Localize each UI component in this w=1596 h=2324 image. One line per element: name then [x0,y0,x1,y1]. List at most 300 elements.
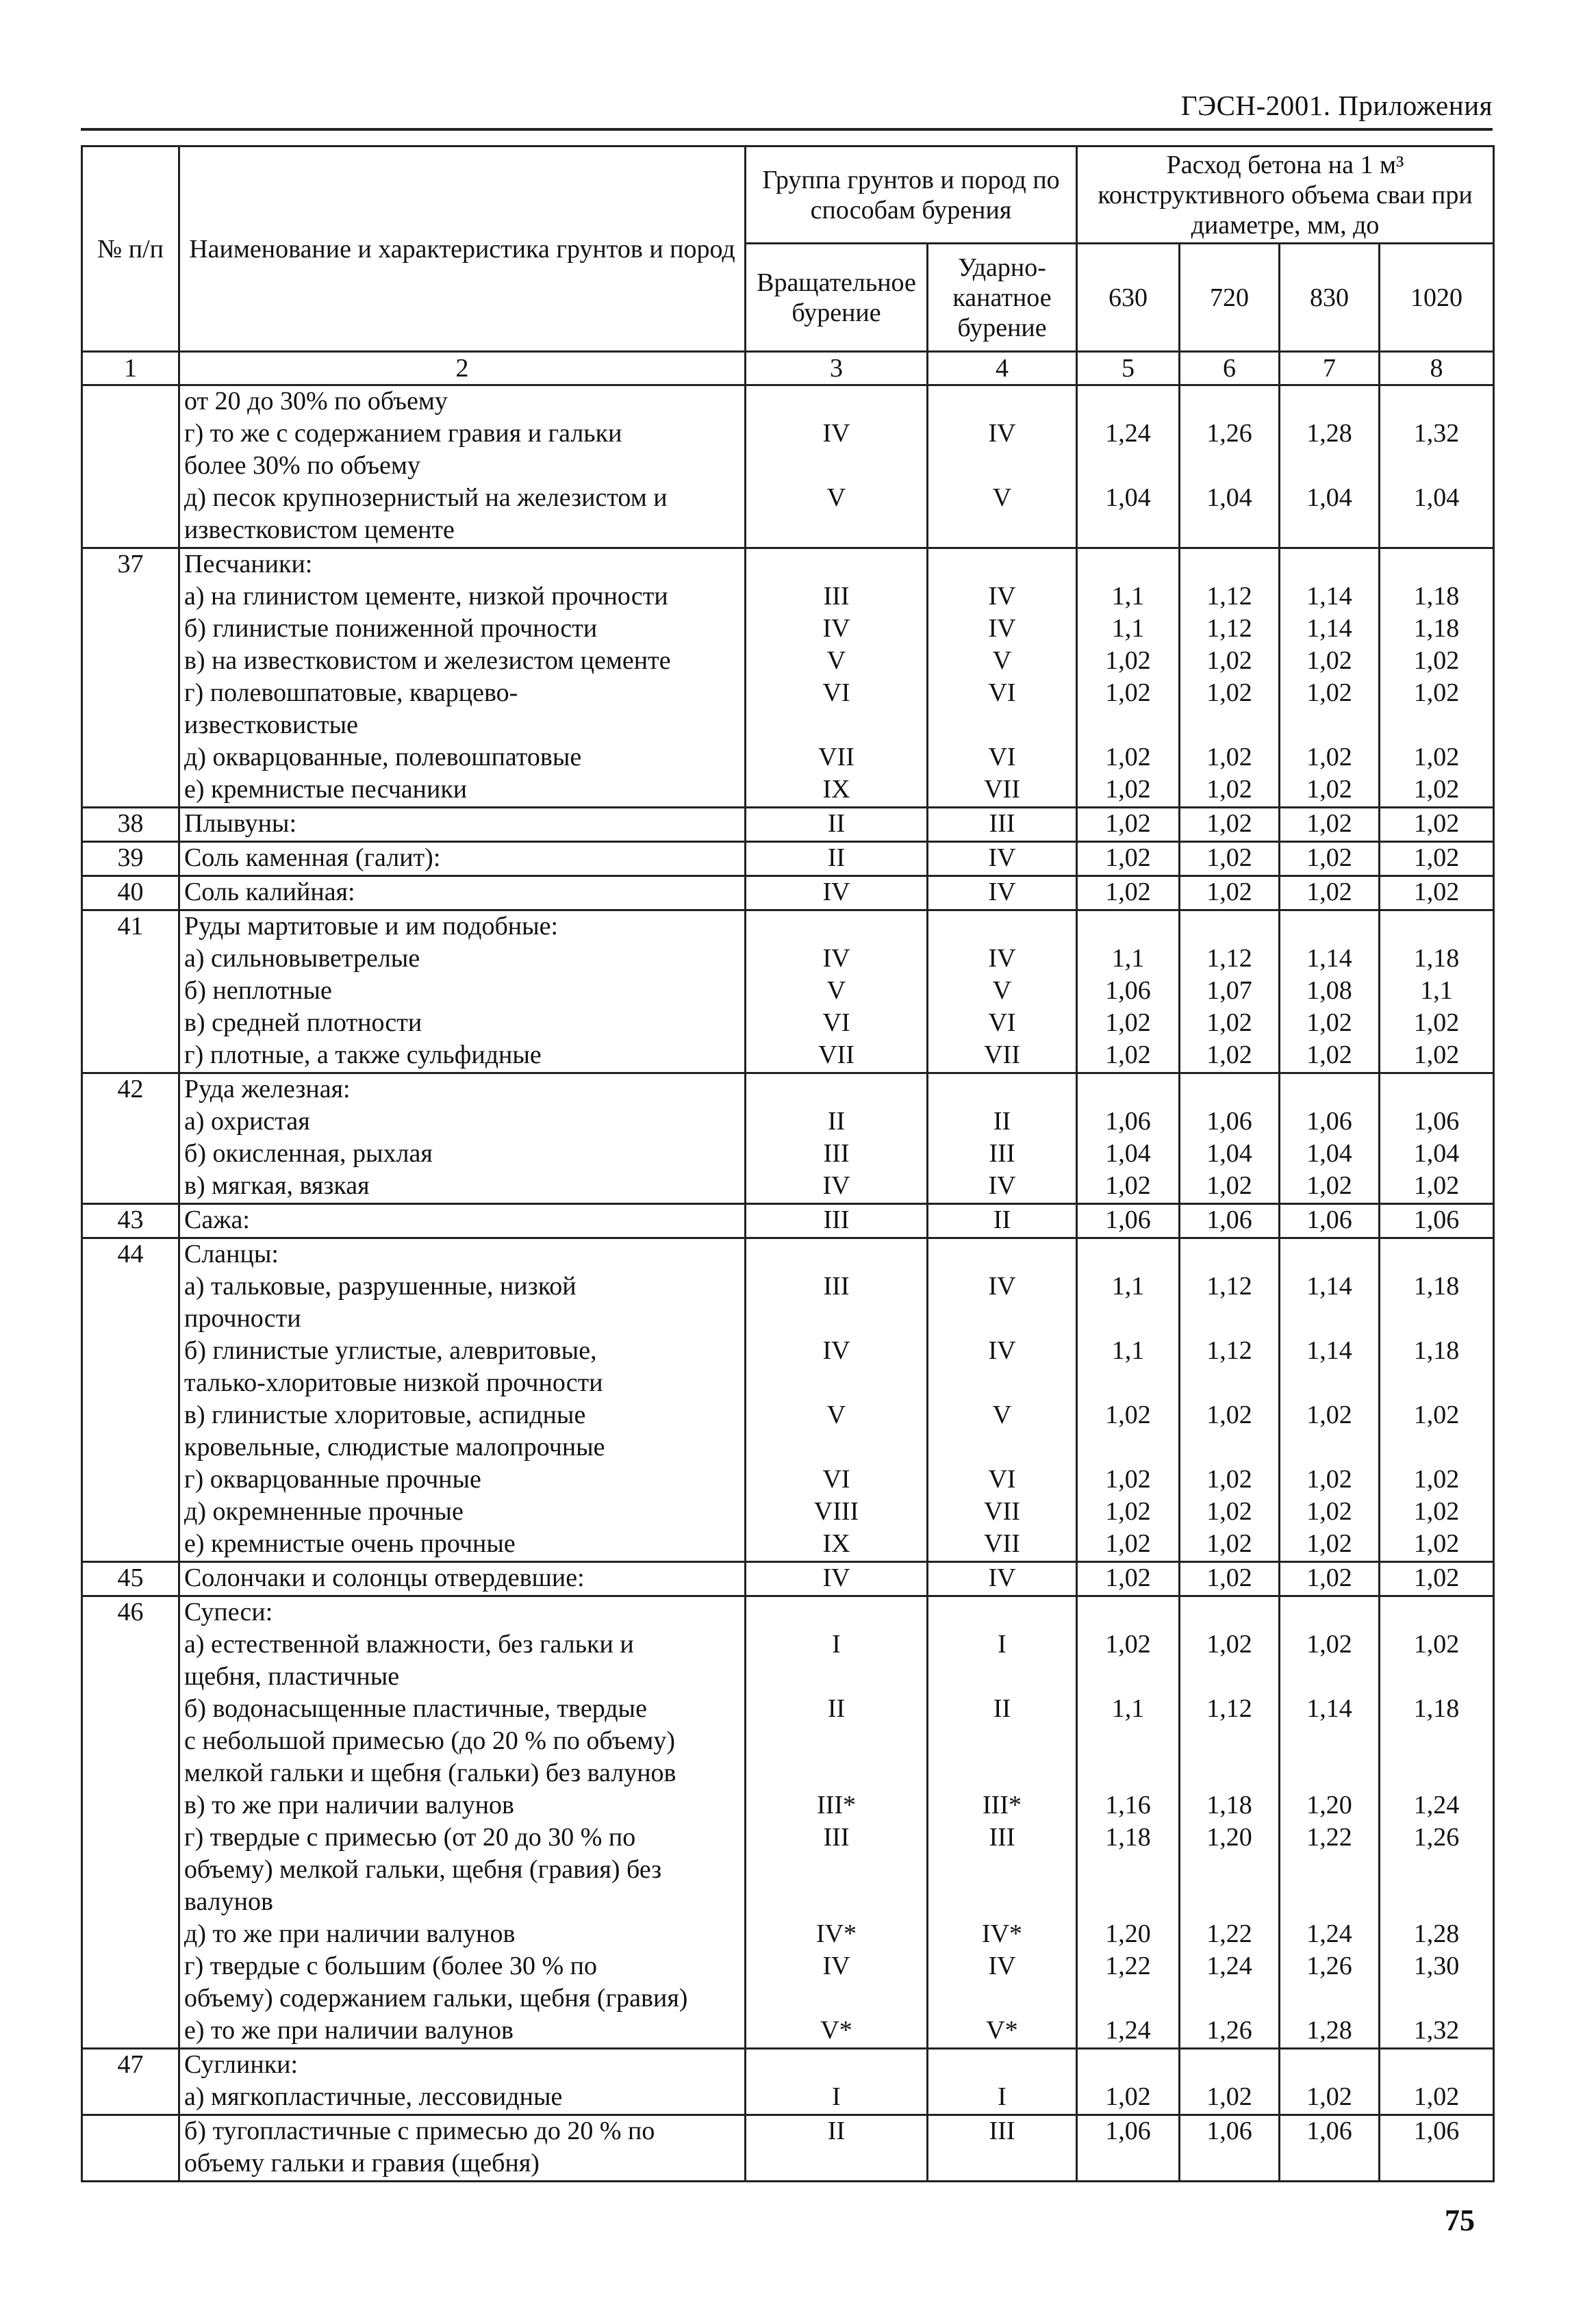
row-line-text: в) то же при наличии валунов [184,1791,514,1819]
consumption-value: 1,18 [1413,614,1460,643]
row-description [179,2049,746,2115]
consumption-value: 1,12 [1206,1272,1252,1301]
consumption-value: 1,12 [1206,1694,1252,1723]
consumption-value: 1,18 [1413,944,1460,973]
percussion-group [933,1758,1072,1790]
header-group: Группа грунтов и пород по способам бурения [746,146,1077,244]
consumption-value: 1,06 [1206,2117,1252,2145]
consumption-value [1082,2148,1174,2180]
row-line-text: а) тальковые, разрушенные, низкой [184,1272,577,1301]
row-line-text: Плывуны: [184,809,297,838]
consumption-value: 1,18 [1413,1336,1460,1365]
rotary-group-cell [746,1596,928,2049]
row-line-text: известковистые [184,711,359,739]
table-row [82,2115,1494,2182]
percussion-group-cell [928,1073,1077,1204]
consumption-value: 1,24 [1105,2016,1151,2045]
rotary-group [750,1887,922,1919]
consumption-value [1284,1983,1374,2015]
row-number: 47 [82,2049,179,2115]
consumption-cell-720 [1180,842,1280,876]
consumption-cell-720 [1180,2115,1280,2182]
row-line-text: талько-хлоритовые низкой прочности [184,1368,603,1397]
consumption-value: 1,04 [1206,483,1252,512]
consumption-cell-1020 [1380,1073,1494,1204]
percussion-group: IV [988,1272,1016,1301]
consumption-value: 1,02 [1306,1529,1352,1558]
percussion-group: I [998,1630,1006,1659]
consumption-value [1384,710,1489,742]
percussion-group [933,515,1072,547]
row-line-text: а) на глинистом цементе, низкой прочности [184,582,668,611]
consumption-value: 1,02 [1306,1497,1352,1526]
row-line-text: Руды мартитовые и им подобные: [184,912,559,941]
consumption-value: 1,02 [1105,1401,1151,1429]
consumption-value [1185,1239,1274,1271]
consumption-cell-1020 [1380,1204,1494,1238]
consumption-value [1284,515,1374,547]
consumption-value: 1,06 [1413,2117,1460,2145]
row-description [179,2115,746,2182]
consumption-value [1384,1597,1489,1629]
consumption-value: 1,02 [1413,1529,1460,1558]
consumption-cell-720 [1180,548,1280,808]
consumption-value: 1,1 [1111,614,1145,643]
consumption-cell-630 [1077,1596,1180,2049]
consumption-value: 1,02 [1306,843,1352,872]
consumption-value: 1,02 [1413,878,1460,906]
row-line-text: мелкой гальки и щебня (гальки) без валунов [184,1759,676,1787]
row-description [179,1562,746,1596]
row-number: 40 [82,876,179,910]
consumption-value: 1,02 [1206,1497,1252,1526]
consumption-value: 1,02 [1206,1040,1252,1069]
consumption-value: 1,02 [1105,775,1151,804]
consumption-value: 1,04 [1413,1139,1460,1168]
consumption-value: 1,02 [1306,743,1352,771]
row-line-text: а) сильновыветрелые [184,944,420,973]
consumption-value: 1,06 [1105,2117,1151,2145]
consumption-cell-830 [1280,808,1380,842]
consumption-value [1284,450,1374,483]
consumption-value: 1,28 [1306,2016,1352,2045]
row-description [179,808,746,842]
percussion-group [933,1661,1072,1694]
consumption-value [1185,549,1274,581]
row-description [179,548,746,808]
consumption-cell-720 [1180,1562,1280,1596]
rotary-group: IV [822,1952,850,1980]
consumption-value [1082,1303,1174,1336]
consumption-value: 1,26 [1206,2016,1252,2045]
row-line-text: д) песок крупнозернистый на железистом и [184,483,668,512]
row-line-text: Суглинки: [184,2050,299,2079]
consumption-cell-720 [1180,910,1280,1073]
percussion-group [933,1432,1072,1464]
rotary-group [750,2050,922,2082]
rotary-group: IV [822,944,850,973]
percussion-group [933,710,1072,742]
rotary-group [750,2148,922,2180]
consumption-value: 1,02 [1105,878,1151,906]
row-line-text: Сажа: [184,1205,250,1234]
percussion-group: IV* [981,1919,1023,1948]
consumption-value: 1,1 [1111,582,1145,611]
consumption-value: 1,06 [1206,1205,1252,1234]
consumption-value: 1,02 [1105,646,1151,675]
consumption-value: 1,04 [1413,483,1460,512]
table-row [82,385,1494,548]
percussion-group: IV [988,582,1016,611]
consumption-cell-1020 [1380,910,1494,1073]
consumption-value: 1,1 [1111,1272,1145,1301]
percussion-group: III [989,1823,1015,1852]
consumption-value [1384,515,1489,547]
rotary-group: V [826,646,846,675]
percussion-group-cell [928,1596,1077,2049]
percussion-group: IV [988,1171,1016,1200]
consumption-cell-630 [1077,808,1180,842]
row-line-text: г) полевошпатовые, кварцево- [184,678,518,707]
consumption-cell-830 [1280,1073,1380,1204]
rotary-group: VII [818,1040,854,1069]
rotary-group [750,386,922,418]
row-description [179,1596,746,2049]
percussion-group-cell [928,2049,1077,2115]
row-line-text: объему гальки и гравия (щебня) [184,2149,540,2178]
consumption-value: 1,02 [1306,1008,1352,1037]
consumption-value: 1,02 [1413,809,1460,838]
consumption-value [1284,1854,1374,1887]
consumption-value [1082,515,1174,547]
percussion-group-cell [928,808,1077,842]
row-line-text: б) водонасыщенные пластичные, твердые [184,1694,647,1723]
rotary-group [750,1726,922,1758]
consumption-value: 1,02 [1306,809,1352,838]
rotary-group-cell [746,1238,928,1562]
rotary-group: III [823,1205,850,1234]
consumption-value: 1,02 [1413,1401,1460,1429]
consumption-value: 1,02 [1105,1171,1151,1200]
consumption-value: 1,06 [1105,976,1151,1005]
consumption-value: 1,14 [1306,1336,1352,1365]
row-line-text: г) твердые с примесью (от 20 до 30 % по [184,1823,636,1852]
row-line-text: щебня, пластичные [184,1662,400,1691]
consumption-cell-630 [1077,910,1180,1073]
consumption-value: 1,02 [1306,1401,1352,1429]
row-line-text: Песчаники: [184,550,313,578]
header-rule [81,128,1493,131]
consumption-value: 1,20 [1105,1919,1151,1948]
table-row [82,548,1494,808]
percussion-group: V [992,1401,1012,1429]
consumption-value: 1,1 [1111,1336,1145,1365]
consumption-value: 1,06 [1306,2117,1352,2145]
rotary-group-cell [746,385,928,548]
rotary-group [750,1303,922,1336]
rotary-group: I [832,2082,841,2111]
consumption-value: 1,14 [1306,1694,1352,1723]
consumption-cell-630 [1077,2049,1180,2115]
percussion-group: II [993,1205,1011,1234]
table-row [82,842,1494,876]
consumption-value: 1,04 [1105,1139,1151,1168]
row-number: 44 [82,1238,179,1562]
percussion-group: IV [988,614,1016,643]
consumption-value [1384,1368,1489,1400]
rotary-group [750,1074,922,1106]
rotary-group [750,515,922,547]
consumption-value: 1,02 [1206,1465,1252,1494]
consumption-value: 1,02 [1105,2082,1151,2111]
consumption-cell-630 [1077,2115,1180,2182]
row-line-text: г) твердые с большим (более 30 % по [184,1952,597,1980]
table-row [82,1073,1494,1204]
row-line-text: валунов [184,1887,273,1916]
percussion-group: V [992,976,1012,1005]
row-line-text: прочности [184,1304,301,1333]
consumption-value: 1,02 [1206,743,1252,771]
consumption-value: 1,18 [1206,1791,1252,1819]
row-line-text: е) кремнистые очень прочные [184,1529,516,1558]
consumption-value: 1,02 [1413,843,1460,872]
consumption-value [1384,386,1489,418]
page-number: 75 [1445,2204,1475,2237]
consumption-value: 1,12 [1206,582,1252,611]
consumption-value: 1,02 [1413,1040,1460,1069]
consumption-value: 1,02 [1306,1563,1352,1592]
row-line-text: Сланцы: [184,1240,279,1268]
percussion-group: III [989,809,1015,838]
consumption-cell-630 [1077,1562,1180,1596]
percussion-group: III* [983,1791,1022,1819]
consumption-value [1384,549,1489,581]
consumption-value: 1,02 [1105,1529,1151,1558]
percussion-group: IV [988,878,1016,906]
consumption-value [1384,1432,1489,1464]
consumption-value [1185,911,1274,943]
consumption-value: 1,02 [1105,678,1151,707]
percussion-group [933,911,1072,943]
rotary-group [750,1854,922,1887]
row-number: 46 [82,1596,179,2049]
header-consumption: Расход бетона на 1 м³ конструктивного объема сваи при диаметре, мм, до [1077,146,1494,244]
consumption-value [1082,1726,1174,1758]
row-line-text: д) окремненные прочные [184,1497,464,1526]
rotary-group: IV* [815,1919,857,1948]
row-line-text: а) охристая [184,1107,310,1136]
consumption-value: 1,02 [1206,1529,1252,1558]
consumption-value: 1,24 [1105,419,1151,448]
consumption-cell-1020 [1380,548,1494,808]
consumption-value: 1,18 [1413,1272,1460,1301]
soil-concrete-table [81,145,1495,2182]
percussion-group-cell [928,842,1077,876]
row-line-text: объему) мелкой гальки, щебня (гравия) без [184,1855,662,1884]
consumption-value [1185,1758,1274,1790]
consumption-value [1284,1368,1374,1400]
rotary-group: III [823,1272,850,1301]
consumption-cell-720 [1180,1204,1280,1238]
consumption-value: 1,32 [1413,419,1460,448]
consumption-value [1082,1758,1174,1790]
consumption-value: 1,18 [1413,1694,1460,1723]
consumption-value: 1,02 [1413,1630,1460,1659]
header-num: № п/п [82,146,179,352]
consumption-value [1082,1597,1174,1629]
rotary-group-cell [746,808,928,842]
consumption-value [1082,549,1174,581]
consumption-value: 1,02 [1413,1563,1460,1592]
header-d1020: 1020 [1380,244,1494,352]
consumption-cell-720 [1180,2049,1280,2115]
row-line-text: б) глинистые пониженной прочности [184,614,598,643]
percussion-group: IV [988,944,1016,973]
consumption-cell-830 [1280,1204,1380,1238]
percussion-group: II [993,1694,1011,1723]
percussion-group [933,1726,1072,1758]
row-line-text: в) глинистые хлоритовые, аспидные [184,1401,586,1429]
consumption-value [1284,1432,1374,1464]
rotary-group: III [823,1139,850,1168]
percussion-group: IV [988,843,1016,872]
rotary-group [750,911,922,943]
percussion-group: III [989,1139,1015,1168]
consumption-value [1284,911,1374,943]
rotary-group-cell [746,876,928,910]
rotary-group-cell [746,842,928,876]
row-line-text: объему) содержанием гальки, щебня (гравия) [184,1984,688,2013]
consumption-value: 1,1 [1420,976,1453,1005]
header-d830: 830 [1280,244,1380,352]
consumption-value: 1,12 [1206,944,1252,973]
consumption-cell-630 [1077,548,1180,808]
rotary-group-cell [746,910,928,1073]
consumption-value [1185,1074,1274,1106]
consumption-value: 1,02 [1105,1008,1151,1037]
consumption-value: 1,14 [1306,582,1352,611]
percussion-group: IV [988,1563,1016,1592]
percussion-group: VI [988,1008,1016,1037]
percussion-group [933,1303,1072,1336]
consumption-value [1082,911,1174,943]
consumption-value: 1,28 [1413,1919,1460,1948]
rotary-group: IV [822,614,850,643]
consumption-value: 1,02 [1105,843,1151,872]
rotary-group: IV [822,1336,850,1365]
consumption-value: 1,02 [1105,1497,1151,1526]
table-row [82,910,1494,1073]
rotary-group: IV [822,419,850,448]
consumption-value [1185,1597,1274,1629]
consumption-value: 1,14 [1306,614,1352,643]
consumption-value [1284,1758,1374,1790]
row-line-text: а) естественной влажности, без гальки и [184,1630,634,1659]
consumption-value: 1,02 [1206,843,1252,872]
column-number: 5 [1077,352,1180,385]
row-description [179,842,746,876]
percussion-group-cell [928,548,1077,808]
consumption-value: 1,02 [1413,1465,1460,1494]
consumption-value [1185,2148,1274,2180]
row-description [179,385,746,548]
consumption-value: 1,02 [1306,646,1352,675]
consumption-value [1082,1368,1174,1400]
row-line-text: Руда железная: [184,1075,351,1103]
consumption-value [1185,1887,1274,1919]
rotary-group [750,710,922,742]
consumption-value: 1,02 [1306,2082,1352,2111]
consumption-value [1384,2050,1489,2082]
percussion-group [933,2148,1072,2180]
row-line-text: от 20 до 30% по объему [184,387,448,416]
percussion-group: IV [988,419,1016,448]
consumption-value: 1,06 [1413,1107,1460,1136]
consumption-cell-630 [1077,1204,1180,1238]
consumption-value: 1,24 [1306,1919,1352,1948]
consumption-value: 1,18 [1105,1823,1151,1852]
percussion-group: V [992,646,1012,675]
consumption-value: 1,30 [1413,1952,1460,1980]
consumption-value: 1,02 [1413,775,1460,804]
column-number: 6 [1180,352,1280,385]
rotary-group: I [832,1630,841,1659]
rotary-group [750,1432,922,1464]
consumption-cell-830 [1280,876,1380,910]
row-line-text: б) глинистые углистые, алевритовые, [184,1336,597,1365]
consumption-value: 1,26 [1306,1952,1352,1980]
consumption-value [1284,1597,1374,1629]
consumption-value: 1,06 [1206,1107,1252,1136]
rotary-group-cell [746,2115,928,2182]
row-line-text: в) на известковистом и железистом цементе [184,646,671,675]
consumption-value [1284,1726,1374,1758]
row-line-text: более 30% по объему [184,451,420,480]
consumption-value: 1,02 [1306,1171,1352,1200]
row-line-text: д) то же при наличии валунов [184,1919,516,1948]
percussion-group: VII [984,1040,1020,1069]
row-description [179,1073,746,1204]
consumption-value: 1,22 [1105,1952,1151,1980]
consumption-value: 1,02 [1206,678,1252,707]
consumption-cell-1020 [1380,2049,1494,2115]
rotary-group-cell [746,1562,928,1596]
rotary-group [750,1597,922,1629]
consumption-value [1082,1661,1174,1694]
consumption-value: 1,02 [1105,1465,1151,1494]
consumption-value: 1,24 [1206,1952,1252,1980]
rotary-group: VII [818,743,854,771]
consumption-value [1185,1726,1274,1758]
row-number: 37 [82,548,179,808]
consumption-value: 1,02 [1206,1171,1252,1200]
consumption-value [1384,1758,1489,1790]
consumption-value: 1,04 [1306,1139,1352,1168]
consumption-value: 1,02 [1206,1008,1252,1037]
consumption-value [1284,710,1374,742]
consumption-value [1284,1303,1374,1336]
rotary-group: V [826,976,846,1005]
table-row [82,1238,1494,1562]
consumption-cell-830 [1280,385,1380,548]
row-line-text: известковистом цементе [184,515,455,544]
percussion-group [933,1597,1072,1629]
consumption-value: 1,02 [1413,1008,1460,1037]
consumption-cell-720 [1180,1073,1280,1204]
consumption-value [1384,1661,1489,1694]
consumption-value: 1,02 [1206,1401,1252,1429]
consumption-value: 1,02 [1206,878,1252,906]
